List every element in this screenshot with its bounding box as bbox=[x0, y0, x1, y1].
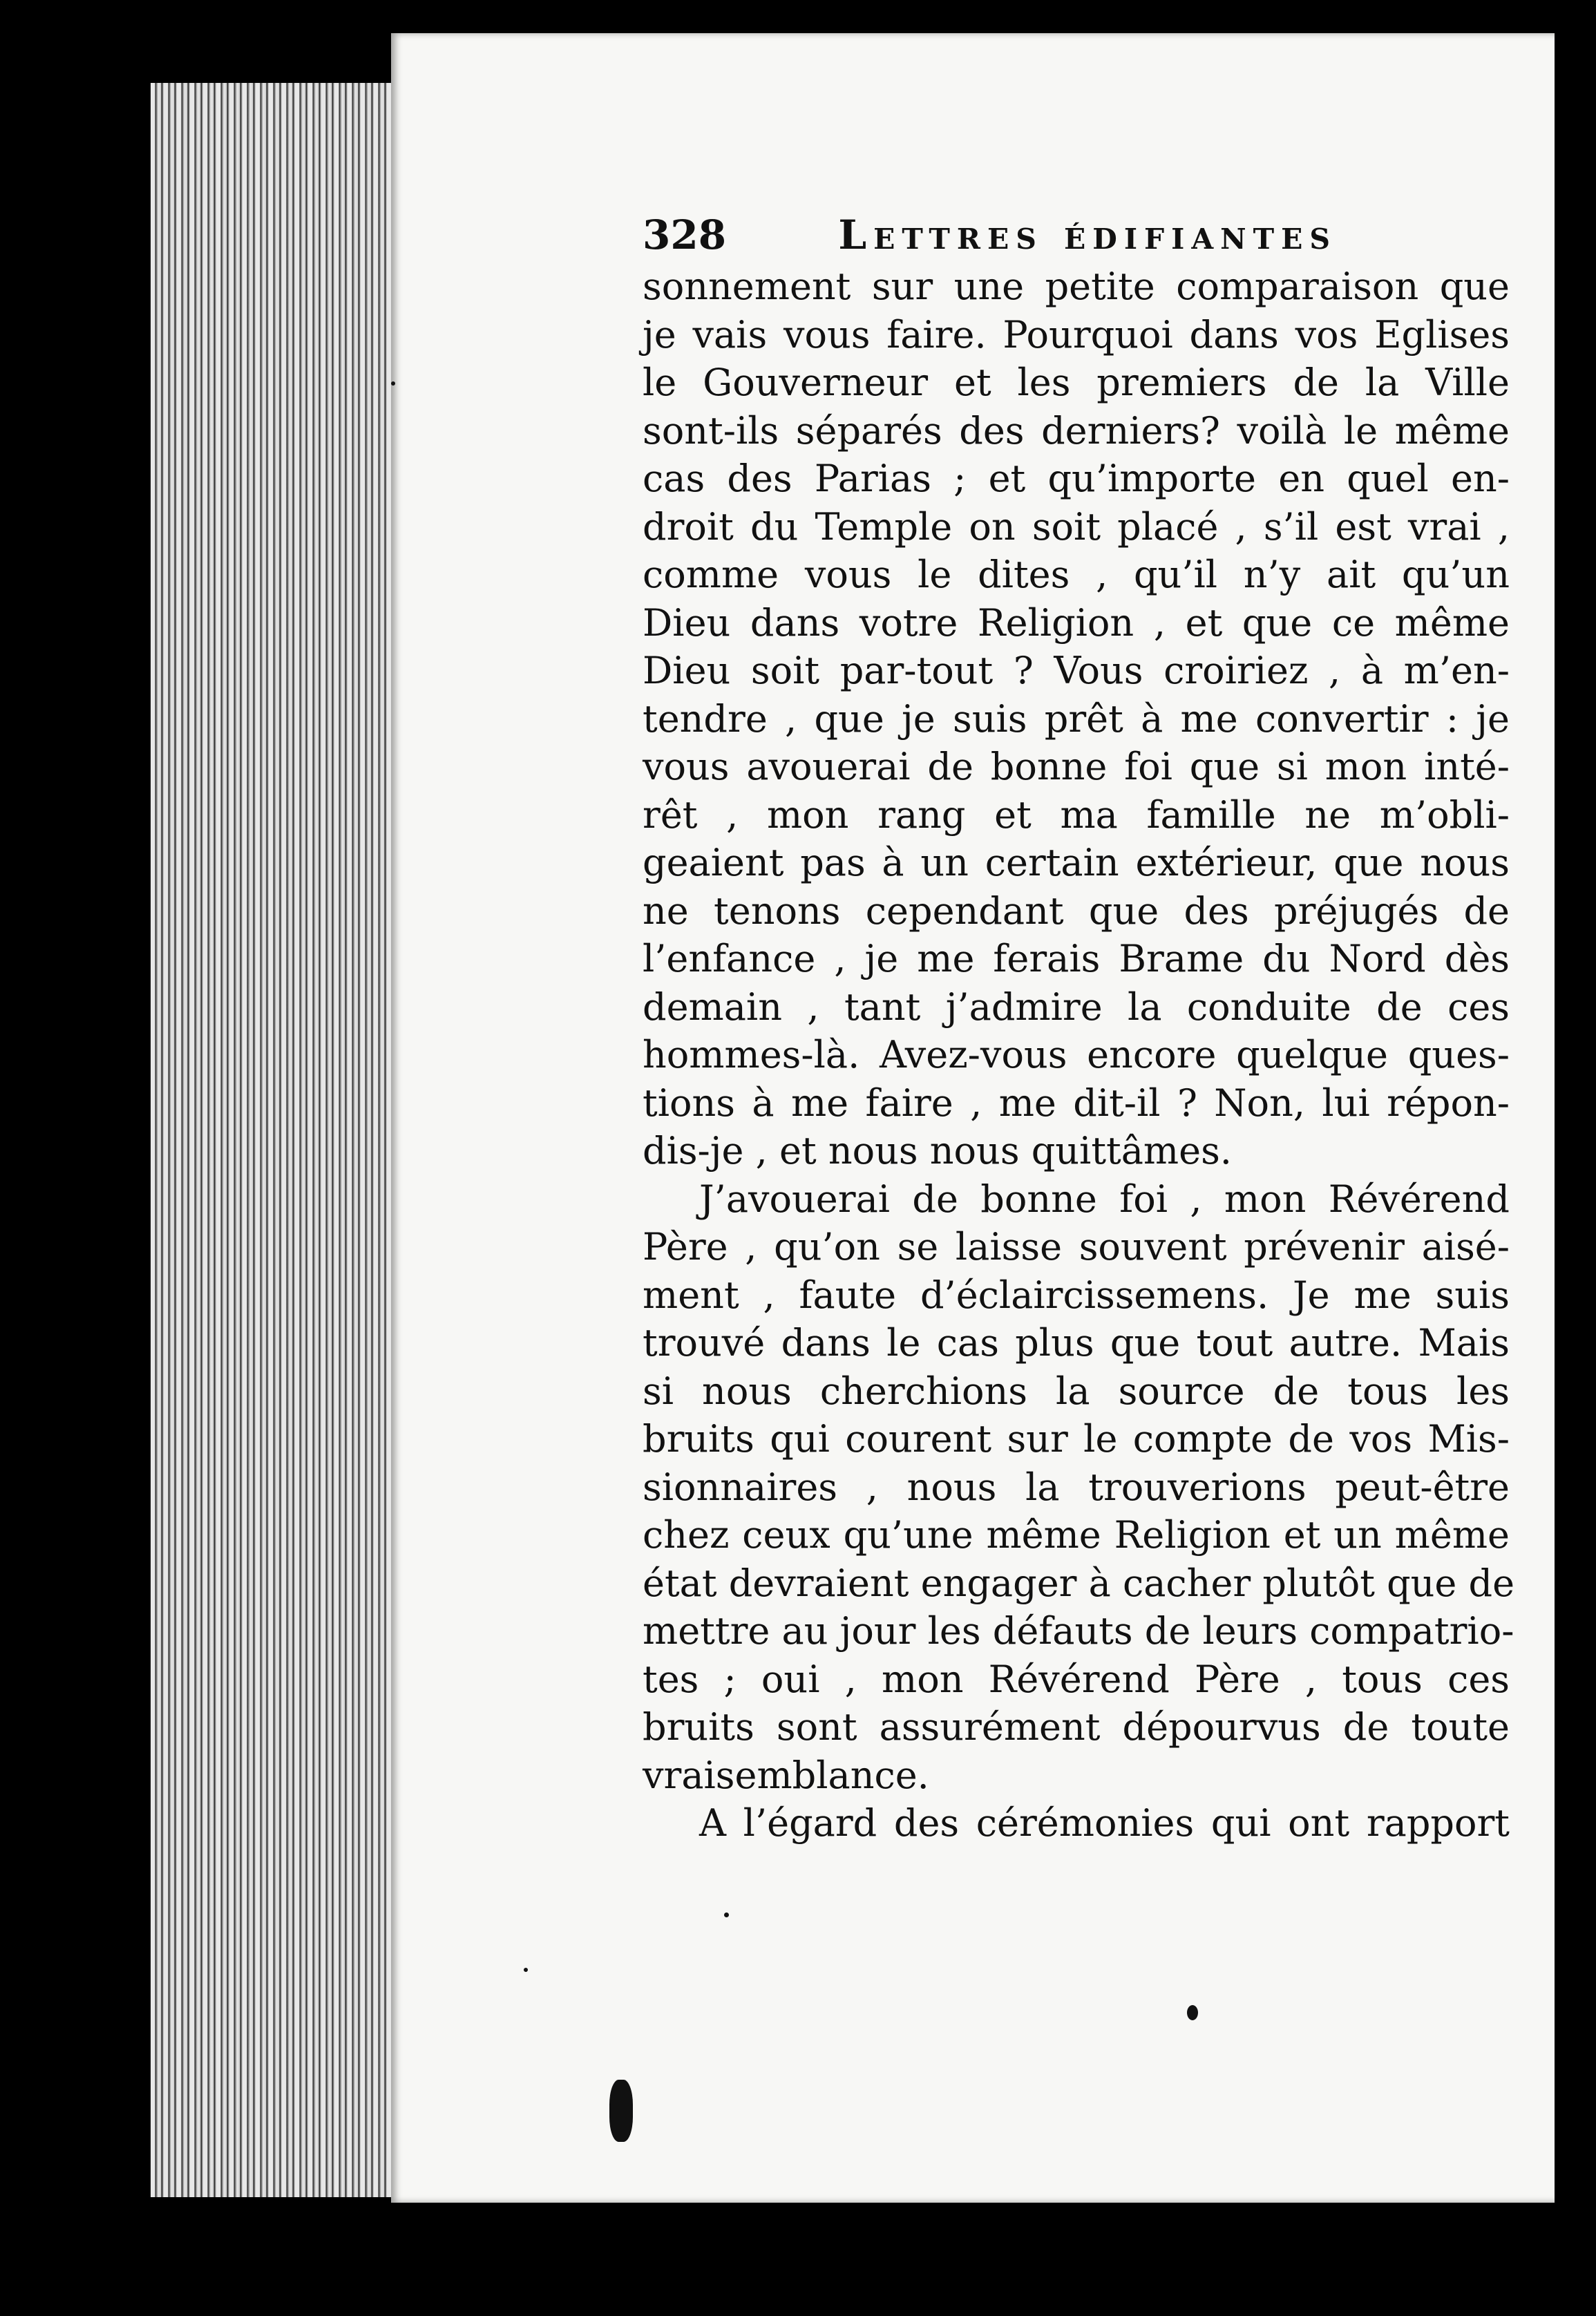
text-line: geaient pas à un certain extérieur, que nous bbox=[643, 841, 1510, 884]
text-line: demain , tant j’admire la conduite de ces bbox=[643, 985, 1510, 1029]
text-line: vous avouerai de bonne foi que si mon inté- bbox=[643, 745, 1510, 788]
page-right-shadow bbox=[1555, 28, 1596, 2225]
text-line: hommes-là. Avez-vous encore quelque ques- bbox=[643, 1033, 1510, 1076]
text-line: A l’égard des cérémonies qui ont rapport bbox=[699, 1801, 1510, 1845]
text-line: tes ; oui , mon Révérend Père , tous ces bbox=[643, 1657, 1510, 1701]
ink-speck bbox=[1187, 2005, 1198, 2020]
ink-speck bbox=[524, 1968, 528, 1972]
text-line: ne tenons cependant que des préjugés de bbox=[643, 889, 1510, 933]
text-line: Dieu dans votre Religion , et que ce même bbox=[643, 600, 1510, 645]
text-line: sonnement sur une petite comparaison que bbox=[643, 265, 1510, 308]
text-line: trouvé dans le cas plus que tout autre. Mais bbox=[643, 1321, 1510, 1365]
text-line: J’avouerai de bonne foi , mon Révérend bbox=[699, 1177, 1510, 1221]
text-line: état devraient engager à cacher plutôt que de bbox=[643, 1561, 1515, 1605]
page-number: 328 bbox=[643, 211, 727, 258]
text-line: l’enfance , je me ferais Brame du Nord dès bbox=[643, 937, 1510, 980]
ink-speck bbox=[609, 2080, 633, 2142]
running-head bbox=[643, 207, 1510, 263]
text-line: droit du Temple on soit placé , s’il est vrai , bbox=[643, 504, 1510, 549]
running-head-title: Lettres édifiantes bbox=[838, 211, 1337, 258]
text-line: chez ceux qu’une même Religion et un même bbox=[643, 1513, 1510, 1557]
ink-speck bbox=[724, 1912, 729, 1917]
text-line: le Gouverneur et les premiers de la Ville bbox=[643, 361, 1510, 404]
text-line: tions à me faire , me dit-il ? Non, lui répon- bbox=[643, 1081, 1510, 1125]
text-line: je vais vous faire. Pourquoi dans vos Eglises bbox=[643, 312, 1510, 357]
book-page-edges bbox=[151, 83, 399, 2197]
text-line: sionnaires , nous la trouverions peut-être bbox=[643, 1465, 1510, 1509]
text-line: Père , qu’on se laisse souvent prévenir aisé- bbox=[643, 1225, 1510, 1269]
text-line: si nous cherchions la source de tous les bbox=[643, 1369, 1510, 1413]
text-line: vraisemblance. bbox=[643, 1753, 929, 1797]
text-line: sont-ils séparés des derniers? voilà le même bbox=[643, 408, 1510, 453]
text-line: bruits sont assurément dépourvus de toute bbox=[643, 1705, 1510, 1749]
text-line: rêt , mon rang et ma famille ne m’obli- bbox=[643, 792, 1510, 837]
text-line: bruits qui courent sur le compte de vos Mis- bbox=[643, 1417, 1510, 1461]
text-line: cas des Parias ; et qu’importe en quel en- bbox=[643, 457, 1510, 500]
text-line: Dieu soit par-tout ? Vous croiriez , à m’en- bbox=[643, 649, 1510, 692]
text-line: mettre au jour les défauts de leurs compatrio- bbox=[643, 1609, 1514, 1653]
page-text bbox=[643, 207, 1515, 1848]
text-line: ment , faute d’éclaircissemens. Je me suis bbox=[643, 1273, 1510, 1317]
text-line: dis-je , et nous nous quittâmes. bbox=[643, 1129, 1232, 1173]
text-line: tendre , que je suis prêt à me convertir : je bbox=[643, 696, 1510, 741]
ink-speck bbox=[391, 381, 395, 386]
text-line: comme vous le dites , qu’il n’y ait qu’un bbox=[643, 553, 1510, 596]
